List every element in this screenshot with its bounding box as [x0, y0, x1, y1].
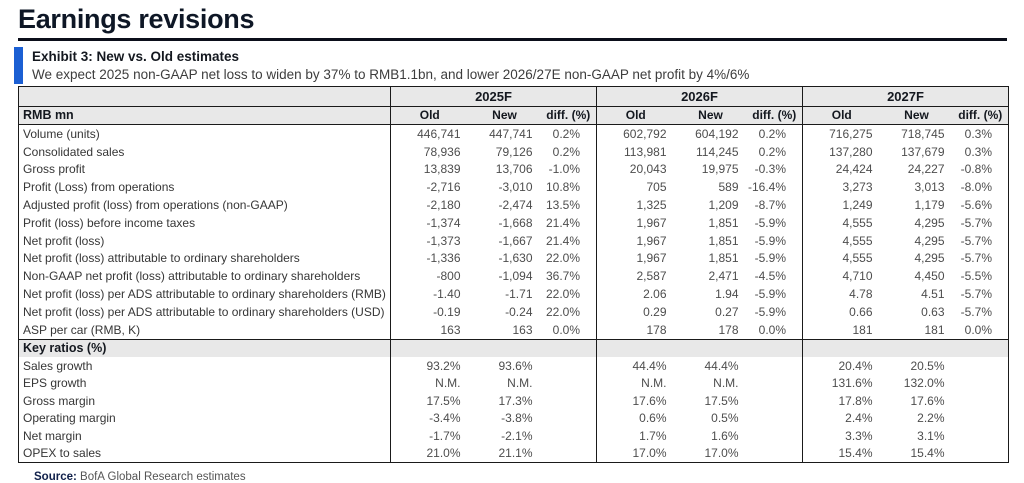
value-cell: -5.7%: [960, 251, 992, 266]
row-label: Gross margin: [23, 393, 96, 408]
value-cell: 93.2%: [391, 357, 469, 375]
value-cell: N.M.: [507, 376, 533, 391]
value-cell: 4.78: [803, 285, 881, 303]
exhibit-header: [14, 47, 1024, 84]
value-cell: 4.51: [921, 287, 945, 302]
value-cell: [953, 339, 1009, 357]
row-label: Sales growth: [23, 358, 93, 373]
value-cell: 0.29: [597, 303, 675, 321]
value-cell: 0.2%: [758, 144, 786, 159]
table-row: [19, 339, 1009, 357]
value-cell: 602,792: [597, 125, 675, 143]
source-line: [34, 471, 1024, 483]
value-cell: 17.8%: [803, 392, 881, 410]
source-label: Source:: [34, 471, 77, 483]
table-row: [19, 427, 1009, 445]
year-header-row: [19, 87, 1009, 107]
value-cell: 718,745: [901, 126, 945, 141]
value-cell: 0.66: [803, 303, 881, 321]
row-label: Net margin: [23, 428, 82, 443]
value-cell: 13,706: [495, 162, 533, 177]
value-cell: -3.4%: [391, 410, 469, 428]
value-cell: 44.4%: [597, 357, 675, 375]
value-cell: [541, 445, 597, 463]
value-cell: -1,373: [391, 232, 469, 250]
table-row: [19, 196, 1009, 214]
value-cell: [469, 339, 541, 357]
col-header-diff: diff. (%): [953, 106, 1009, 125]
value-cell: -1,668: [498, 215, 533, 230]
value-cell: 3.1%: [917, 428, 945, 443]
value-cell: [541, 339, 597, 357]
value-cell: 21.1%: [498, 446, 533, 461]
value-cell: 1,249: [803, 196, 881, 214]
value-cell: 22.0%: [545, 304, 580, 319]
row-label: Net profit (loss) per ADS attributable to ordinary shareholders (USD): [23, 304, 385, 319]
value-cell: [953, 427, 1009, 445]
value-cell: 4,555: [803, 250, 881, 268]
value-cell: [747, 427, 803, 445]
table-row: [19, 143, 1009, 161]
value-cell: 24,424: [803, 161, 881, 179]
value-cell: 1,325: [597, 196, 675, 214]
value-cell: 163: [512, 322, 533, 337]
value-cell: -16.4%: [747, 180, 786, 195]
col-header-new: New: [881, 106, 953, 125]
page-title: Earnings revisions: [18, 4, 255, 34]
value-cell: 1,209: [708, 198, 739, 213]
value-cell: 13.5%: [545, 198, 580, 213]
value-cell: 0.3%: [964, 144, 992, 159]
value-cell: [747, 392, 803, 410]
value-cell: 15.4%: [910, 446, 945, 461]
row-label: Net profit (loss) per ADS attributable to ordinary shareholders (RMB): [23, 287, 386, 302]
value-cell: 0.3%: [964, 126, 992, 141]
row-label: Net profit (loss): [23, 233, 105, 248]
col-header-diff: diff. (%): [747, 106, 803, 125]
value-cell: 4,450: [914, 269, 945, 284]
value-cell: 17.5%: [704, 393, 739, 408]
value-cell: -1.7%: [391, 427, 469, 445]
value-cell: [541, 375, 597, 393]
value-cell: [953, 375, 1009, 393]
value-cell: -2,180: [391, 196, 469, 214]
value-cell: -5.9%: [754, 215, 786, 230]
value-cell: 17.6%: [910, 393, 945, 408]
value-cell: -4.5%: [754, 269, 786, 284]
value-cell: 0.2%: [758, 126, 786, 141]
value-cell: -1,336: [391, 250, 469, 268]
value-cell: 17.0%: [704, 446, 739, 461]
value-cell: 17.3%: [498, 393, 533, 408]
sub-header-row: [19, 106, 1009, 125]
value-cell: 0.63: [921, 304, 945, 319]
value-cell: -800: [391, 267, 469, 285]
value-cell: [747, 339, 803, 357]
table-row: [19, 178, 1009, 196]
table-row: [19, 392, 1009, 410]
value-cell: -1,374: [391, 214, 469, 232]
col-header-old: Old: [597, 106, 675, 125]
value-cell: 4,555: [803, 214, 881, 232]
value-cell: 13,839: [391, 161, 469, 179]
value-cell: 15.4%: [803, 445, 881, 463]
value-cell: 4,295: [914, 233, 945, 248]
value-cell: [803, 339, 881, 357]
value-cell: -1.0%: [548, 162, 580, 177]
value-cell: -5.6%: [960, 198, 992, 213]
value-cell: 178: [718, 322, 739, 337]
table-row: [19, 125, 1009, 143]
col-header-new: New: [469, 106, 541, 125]
col-header-diff: diff. (%): [541, 106, 597, 125]
value-cell: N.M.: [391, 375, 469, 393]
empty-corner-cell: [19, 87, 391, 107]
value-cell: [541, 357, 597, 375]
value-cell: 447,741: [489, 126, 533, 141]
value-cell: [953, 445, 1009, 463]
value-cell: -8.0%: [960, 180, 992, 195]
value-cell: -2,474: [498, 198, 533, 213]
row-label: Consolidated sales: [23, 144, 125, 159]
value-cell: 178: [597, 321, 675, 339]
value-cell: N.M.: [597, 375, 675, 393]
value-cell: 446,741: [391, 125, 469, 143]
value-cell: 2.4%: [803, 410, 881, 428]
value-cell: -3.8%: [501, 411, 533, 426]
value-cell: 21.4%: [545, 233, 580, 248]
value-cell: 22.0%: [545, 251, 580, 266]
value-cell: 589: [718, 180, 739, 195]
value-cell: -1,094: [498, 269, 533, 284]
value-cell: 20.4%: [803, 357, 881, 375]
value-cell: 131.6%: [803, 375, 881, 393]
value-cell: [953, 392, 1009, 410]
value-cell: 132.0%: [903, 376, 945, 391]
exhibit-title: Exhibit 3: New vs. Old estimates: [32, 49, 240, 64]
value-cell: 1,967: [597, 250, 675, 268]
value-cell: 19,975: [701, 162, 739, 177]
value-cell: 1.6%: [711, 428, 739, 443]
value-cell: -0.19: [391, 303, 469, 321]
value-cell: 0.0%: [758, 322, 786, 337]
row-label: Profit (Loss) from operations: [23, 180, 175, 195]
value-cell: 0.5%: [711, 411, 739, 426]
table-row: [19, 161, 1009, 179]
value-cell: 4,555: [803, 232, 881, 250]
value-cell: 24,227: [907, 162, 945, 177]
row-label: Gross profit: [23, 162, 86, 177]
value-cell: 1,851: [708, 233, 739, 248]
value-cell: 10.8%: [545, 180, 580, 195]
value-cell: 3,013: [914, 180, 945, 195]
value-cell: [747, 410, 803, 428]
value-cell: 44.4%: [704, 358, 739, 373]
value-cell: [541, 392, 597, 410]
value-cell: 17.6%: [597, 392, 675, 410]
value-cell: -1.71: [505, 287, 533, 302]
value-cell: 1.7%: [597, 427, 675, 445]
table-row: [19, 285, 1009, 303]
value-cell: 716,275: [803, 125, 881, 143]
title-underline: [18, 38, 1007, 41]
value-cell: 2,587: [597, 267, 675, 285]
table-row: [19, 214, 1009, 232]
value-cell: -8.7%: [754, 198, 786, 213]
row-label: ASP per car (RMB, K): [23, 322, 141, 337]
value-cell: [747, 357, 803, 375]
value-cell: -5.9%: [754, 287, 786, 302]
value-cell: 137,280: [803, 143, 881, 161]
value-cell: 0.6%: [597, 410, 675, 428]
value-cell: [747, 375, 803, 393]
value-cell: 4,295: [914, 251, 945, 266]
value-cell: 0.27: [715, 304, 739, 319]
table-row: [19, 303, 1009, 321]
value-cell: 78,936: [391, 143, 469, 161]
value-cell: 17.5%: [391, 392, 469, 410]
table-row: [19, 267, 1009, 285]
value-cell: 1,967: [597, 232, 675, 250]
value-cell: 20,043: [597, 161, 675, 179]
table-row: [19, 445, 1009, 463]
value-cell: 2,471: [708, 269, 739, 284]
value-cell: -2,716: [391, 178, 469, 196]
value-cell: 705: [597, 178, 675, 196]
value-cell: 2.2%: [917, 411, 945, 426]
value-cell: 21.4%: [545, 215, 580, 230]
col-group-2025f: 2025F: [391, 87, 597, 107]
estimates-table: [18, 86, 1009, 463]
value-cell: 22.0%: [545, 287, 580, 302]
value-cell: 93.6%: [498, 358, 533, 373]
value-cell: -1.40: [391, 285, 469, 303]
value-cell: -2.1%: [501, 428, 533, 443]
value-cell: -5.7%: [960, 233, 992, 248]
value-cell: 0.0%: [552, 322, 580, 337]
exhibit-subtitle: We expect 2025 non-GAAP net loss to widen by 37% to RMB1.1bn, and lower 2026/27E non-GAAP net profit by 4%/6%: [32, 67, 750, 82]
value-cell: -5.7%: [960, 287, 992, 302]
row-label: OPEX to sales: [23, 446, 102, 461]
value-cell: 20.5%: [910, 358, 945, 373]
value-cell: 604,192: [695, 126, 739, 141]
table-row: [19, 357, 1009, 375]
table-row: [19, 321, 1009, 339]
value-cell: [541, 410, 597, 428]
value-cell: 2.06: [597, 285, 675, 303]
value-cell: 4,710: [803, 267, 881, 285]
row-label: EPS growth: [23, 376, 87, 391]
value-cell: -0.8%: [960, 162, 992, 177]
row-label: Key ratios (%): [19, 339, 391, 357]
row-label: Volume (units): [23, 126, 100, 141]
value-cell: 17.0%: [597, 445, 675, 463]
value-cell: 0.0%: [964, 322, 992, 337]
value-cell: -5.7%: [960, 304, 992, 319]
value-cell: 3,273: [803, 178, 881, 196]
row-header-label: RMB mn: [19, 106, 391, 125]
row-label: Adjusted profit (loss) from operations (non-GAAP): [23, 198, 288, 213]
row-label: Non-GAAP net profit (loss) attributable to ordinary shareholders: [23, 269, 361, 284]
col-header-old: Old: [391, 106, 469, 125]
table-body: [19, 125, 1009, 463]
value-cell: 1,851: [708, 251, 739, 266]
row-label: Operating margin: [23, 411, 116, 426]
value-cell: -5.5%: [960, 269, 992, 284]
col-group-2026f: 2026F: [597, 87, 803, 107]
source-text: BofA Global Research estimates: [76, 471, 246, 483]
value-cell: 36.7%: [545, 269, 580, 284]
value-cell: -5.9%: [754, 251, 786, 266]
value-cell: 4,295: [914, 215, 945, 230]
col-group-2027f: 2027F: [803, 87, 1009, 107]
value-cell: -5.9%: [754, 233, 786, 248]
value-cell: 163: [391, 321, 469, 339]
value-cell: [953, 410, 1009, 428]
value-cell: 114,245: [696, 144, 739, 159]
value-cell: -0.24: [505, 304, 533, 319]
value-cell: [391, 339, 469, 357]
value-cell: 1,967: [597, 214, 675, 232]
value-cell: [597, 339, 675, 357]
value-cell: [675, 339, 747, 357]
value-cell: 0.2%: [552, 126, 580, 141]
row-label: Profit (loss) before income taxes: [23, 215, 196, 230]
value-cell: [881, 339, 953, 357]
value-cell: [541, 427, 597, 445]
table-row: [19, 232, 1009, 250]
value-cell: 1.94: [715, 287, 739, 302]
table-row: [19, 410, 1009, 428]
value-cell: [747, 445, 803, 463]
value-cell: 79,126: [495, 144, 533, 159]
value-cell: 0.2%: [552, 144, 580, 159]
value-cell: -5.9%: [754, 304, 786, 319]
value-cell: 3.3%: [803, 427, 881, 445]
value-cell: 21.0%: [391, 445, 469, 463]
col-header-new: New: [675, 106, 747, 125]
value-cell: 137,679: [901, 144, 945, 159]
value-cell: 181: [803, 321, 881, 339]
value-cell: 1,179: [914, 198, 945, 213]
value-cell: [953, 357, 1009, 375]
value-cell: -1,667: [498, 233, 533, 248]
table-row: [19, 250, 1009, 268]
value-cell: N.M.: [713, 376, 739, 391]
row-label: Net profit (loss) attributable to ordinary shareholders: [23, 251, 300, 266]
value-cell: -1,630: [498, 251, 533, 266]
value-cell: -5.7%: [960, 215, 992, 230]
table-row: [19, 375, 1009, 393]
value-cell: 113,981: [597, 143, 675, 161]
value-cell: 1,851: [708, 215, 739, 230]
value-cell: -3,010: [498, 180, 533, 195]
exhibit-accent-bar: [14, 47, 23, 84]
value-cell: 181: [924, 322, 945, 337]
value-cell: -0.3%: [754, 162, 786, 177]
col-header-old: Old: [803, 106, 881, 125]
